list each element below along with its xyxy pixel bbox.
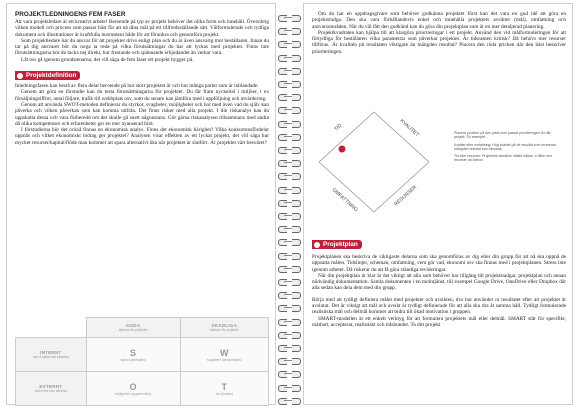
- plan-paragraph-4: SMART-modellen är ett enkelt verktyg för att formulera projektets mål eller delmål. SMART står för specifikt, mätbart, accepterat, realistiskt och tidsbundet. Ta ditt projekt: [312, 315, 566, 328]
- binding-ring: [278, 106, 301, 113]
- diagram-notes: [454, 131, 562, 166]
- section-title: Projektdefinition: [26, 72, 77, 80]
- diagram-note-2: Kvalitet eller omfattning: Hög kvalitet på de resultat som levereras, mängden resultat kan minskas.: [454, 142, 557, 151]
- intro-paragraph-2: Som projektledare har du ansvar för att projektet drivs enligt plan och du är även ansvarig mot beställaren. Innan du tar på dig ansvaret bör du noga ta reda på vilka förutsättningar du har att lyckas med projektet. Finns inte förutsättningarna bör du tacka nej direkt, hur frestande och spännande erbjudandet än verkar vara.: [15, 37, 269, 57]
- plan-paragraph-1: Projektplanen ska beskriva de viktigaste delarna som ska genomföras av dig eller din grupp för att nå ska uppnå de uppsatta målen. Tidslinjer, scheman, omfattning, vem gör vad, ekonomi osv ska finnas med i projektplanen. Stress inte igenom arbetet. Då riskerar du att få göra ständiga revideringar.: [312, 254, 566, 273]
- project-square-diagram: [314, 107, 444, 217]
- binding-ring: [278, 252, 301, 259]
- binding-ring: [278, 318, 301, 325]
- diagram-note-1: Placera punkten på den plats som passar prioriteringen för ditt projekt. Till exempel:: [454, 131, 551, 140]
- label-tid: TID: [333, 122, 344, 133]
- diagram-note-3: Tid eller resurser: Projektets deadline måste hållas, vi tillför mer resurser vid behov.: [454, 154, 553, 163]
- swot-row-externt: EXTERNT vad vi inte kan påverka: [16, 372, 87, 406]
- definition-paragraph-4: I förstudierna bör det också finnas en ekonomisk analys. Finns det ekonomisk bärighet? Vilka konkurrensfördelar uppnås och vilket ekonomiskt bidrag ger projektet? Analysen visar effekten av ett lyckat projekt, det vill säga hur mycket resurser/kapital/flöde man kommer att spara alternativt öka när projektet är slutfört. Är projektet värt besväret?: [15, 127, 269, 146]
- binding-ring: [278, 265, 301, 272]
- swot-threats: T hot (threats): [180, 372, 268, 406]
- binding-ring: [278, 146, 301, 153]
- binding-ring: [278, 397, 301, 404]
- right-page: [303, 3, 573, 405]
- right-intro-text: [312, 11, 566, 55]
- definition-text: [15, 83, 269, 146]
- spiral-binding: [276, 0, 303, 409]
- binding-ring: [278, 40, 301, 47]
- intro-text: [15, 19, 269, 63]
- plan-paragraph-2: När din projektplan är klar är det viktigt att alla som behöver har tillgång till projektstadgar, projektplan och annan nödvändig dokumentation. Samla dokumenten i en molntjänst, till exempel Google Drive, OneDrive eller Dropbox där alla sedan kan dela dem med din grupp.: [312, 272, 566, 292]
- swot-row-internt: INTERNT vad vi själva kan påverka: [16, 338, 87, 372]
- binding-ring: [278, 54, 301, 61]
- section-projektplan: [312, 240, 362, 249]
- binding-ring: [278, 93, 301, 100]
- label-omfattning: OMFATTNING: [330, 187, 359, 214]
- intro-paragraph-1: Att vara projektledare är ett kreativt arbete! Beroende på typ av projekt behöver det olika form och innehåll. Översiktig vilken modell och process som passar bäst för att nå dina mål på ett tillfredsställande sätt. Välformulerade och tydliga dokument och illustrationer är kraftfulla instrument både för att förankra och genomföra projekt.: [15, 19, 269, 38]
- label-resurser: RESURSER: [393, 184, 418, 208]
- swot-corner: [16, 318, 87, 338]
- definition-paragraph-3: Genom att använda SWOT-metoden definierar du styrkor, svagheter, möjligheter och hot med även vad du själv kan påverka och vilken påverkan som kan komma utifrån. Det finns risker med alla projekt. I din riskanalys kan du uppskatta dessa och vara förberedd om det skulle gå snett någonstans. Gör gärna riskanalysen tillsammans med andra då olika kompetenser och erfarenheter ger en mer nyanserad bild.: [15, 101, 269, 127]
- plan-paragraph-3: Börja med att tydligt definiera målet med projektet och avsikten, dvs hur använder ni resultatet efter att projektet är avslutat. Det är viktigt att mål och avsikt är tydligt definierade för att alla ska dra åt samma håll. Tydligt formulerade realistiska mål och delmål kommer att bidra till ökad motivation i gruppen.: [312, 296, 566, 316]
- binding-ring: [278, 238, 301, 245]
- swot-table: [15, 317, 269, 406]
- swot-col-skadliga: SKADLIGA fakturor för projektet: [180, 318, 268, 338]
- swot-opportunities: O möjligheter (opportunities): [86, 372, 180, 406]
- right-intro-paragraph-1: Om du har en uppdragsgivare som behöver godkänna projektet först kan det vara en god idé att göra en projektstudga. Den ska vara förhållandevis enkel och innehålla projektets avsikter (mål), omfattning och ansvarsområden. När du väl fått den godkänd kan du göra din projektplan som är en mer detaljerad planering.: [312, 11, 566, 30]
- binding-ring: [278, 304, 301, 311]
- binding-ring: [278, 331, 301, 338]
- binding-ring: [278, 186, 301, 193]
- bullet-icon: [17, 73, 23, 79]
- binding-ring: [278, 278, 301, 285]
- binding-ring: [278, 67, 301, 74]
- binding-ring: [278, 344, 301, 351]
- definition-paragraph-1: Inledningsfasen kan bestå av flera delar beroende på hur stort projektet är och hur många parter som är inblandade.: [15, 83, 259, 90]
- intro-paragraph-3: Låt oss gå igenom grundstenarna, det vill säga de fem faser ett projekt bygger på.: [21, 56, 194, 63]
- binding-ring: [278, 225, 301, 232]
- swot-strengths: S styrkor (strengths): [86, 338, 180, 372]
- binding-ring: [278, 357, 301, 364]
- definition-paragraph-2: Genom att göra en förstudie kan du testa förutsättningarna för projektet. Du får fram nyckeltal i miljöer, t ex försäljningsiffror, antal följare, trafik till webbplats osv, som du senare kan jämföra med i uppföljning och utvärdering.: [15, 89, 269, 102]
- binding-ring: [278, 27, 301, 34]
- binding-ring: [278, 120, 301, 127]
- binding-ring: [278, 133, 301, 140]
- left-page: [6, 3, 276, 405]
- section-projektdefinition: [15, 71, 80, 80]
- binding-ring: [278, 14, 301, 21]
- binding-ring: [278, 199, 301, 206]
- binding-ring: [278, 291, 301, 298]
- bullet-icon: [314, 242, 320, 248]
- section-title: Projektplan: [323, 241, 358, 248]
- binding-ring: [278, 172, 301, 179]
- binding-ring: [278, 370, 301, 377]
- page-heading: PROJEKTLEDNINGENS FEM FASER: [15, 11, 126, 18]
- priority-dot[interactable]: [339, 146, 346, 153]
- binding-ring: [278, 212, 301, 219]
- binding-ring: [278, 384, 301, 391]
- binding-ring: [278, 159, 301, 166]
- right-intro-paragraph-2: Projektkvadraten kan hjälpa till att klargöra prioriteringar i ett projekt. Använd den vid målformuleringen för att förtydliga för beställaren vilka parametrar som påverkar projektet. Är tidsramen kritisk? Då behövs mer resurser tillföras. Är kvalitén på resultaten viktigare än mängden resultat? Placera den röda pricken där den bäst beskriver prioriteringen.: [312, 29, 566, 55]
- plan-text: [312, 254, 566, 328]
- binding-ring: [278, 80, 301, 87]
- swot-col-goda: GODA fakturor för projektet: [86, 318, 180, 338]
- swot-weaknesses: W svagheter (weaknesses): [180, 338, 268, 372]
- label-kvalitet: KVALITET: [398, 118, 420, 139]
